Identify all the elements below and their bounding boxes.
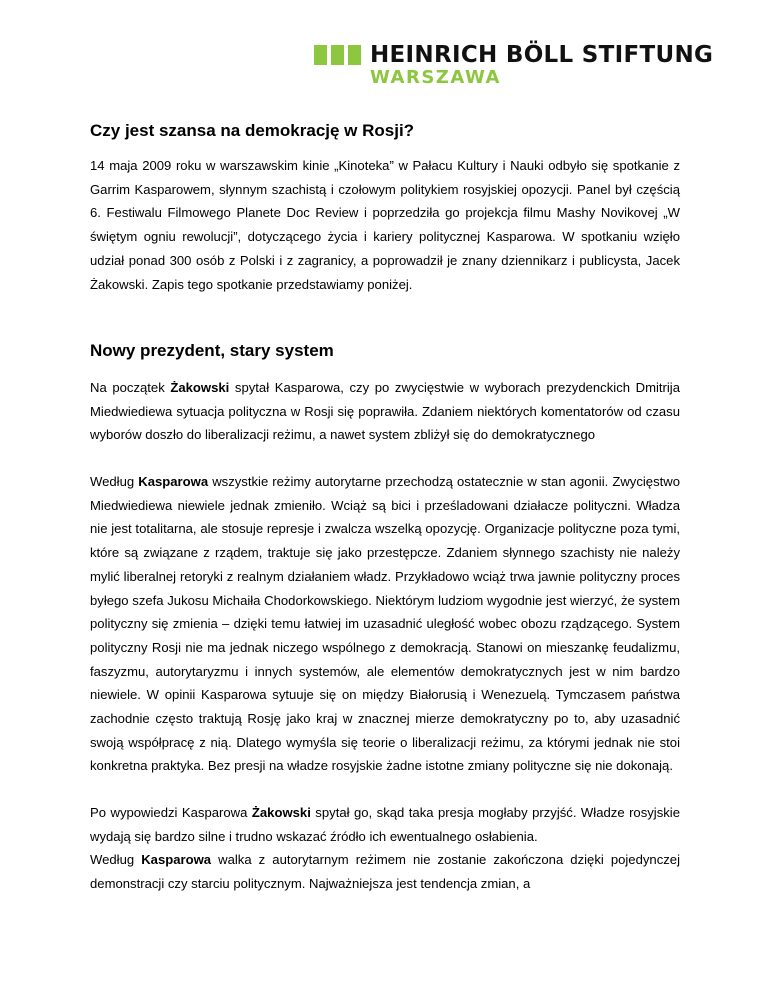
speaker-name: Żakowski (170, 380, 230, 395)
intro-paragraph: 14 maja 2009 roku w warszawskim kinie „Kinoteka” w Pałacu Kultury i Nauki odbyło się spotkanie z Garrim Kasparowem, słynnym szachistą i czołowym politykiem rosyjskiej opozycji. Panel był częścią 6. Festiwalu Filmowego Planete Doc Review i poprzedziła go projekcja filmu Mashy Novikovej „W świętym ogniu rewolucji”, dotyczącego życia i kariery politycznej Kasparowa. W spotkaniu wzięło udział ponad 300 osób z Polski i z zagranicy, a poprowadził je znany dziennikarz i publicysta, Jacek Żakowski. Zapis tego spotkanie przedstawiamy poniżej. (90, 158, 680, 292)
paragraph-4: Według Kasparowa walka z autorytarnym reżimem nie zostanie zakończona dzięki pojedynczej demonstracji czy starciu politycznym. Najważniejsza jest tendencja zmian, a (90, 852, 680, 891)
paragraph-1: Na początek Żakowski spytał Kasparowa, czy po zwycięstwie w wyborach prezydenckich Dmitrija Miedwiediewa sytuacja polityczna w Rosji się poprawiła. Zdaniem niektórych komentatorów od czasu wyborów doszło do liberalizacji reżimu, a nawet system zbliżył się do demokratycznego (90, 380, 680, 443)
article-title: Czy jest szansa na demokrację w Rosji? (90, 121, 415, 140)
paragraph-3: Po wypowiedzi Kasparowa Żakowski spytał go, skąd taka presja mogłaby przyjść. Władze rosyjskie wydają się bardzo silne i trudno wskazać źródło ich ewentualnego osłabienia. (90, 805, 680, 844)
logo-org-city: WARSZAWA (370, 67, 501, 88)
speaker-name: Żakowski (251, 805, 311, 820)
speaker-name: Kasparowa (141, 852, 212, 867)
section-title: Nowy prezydent, stary system (90, 341, 334, 360)
foundation-logo (314, 42, 714, 88)
paragraph-2: Według Kasparowa wszystkie reżimy autorytarne przechodzą ostatecznie w stan agonii. Zwycięstwo Miedwiediewa niewiele jednak zmieniło. Wciąż są bici i prześladowani działacze polityczni. Władza nie jest totalitarna, ale stosuje represje i zwalcza wszelką opozycję. Organizacje polityczne poza tymi, które są związane z rządem, traktuje się jako przestępcze. Zdaniem słynnego szachisty nie należy mylić liberalnej retoryki z realnym działaniem władz. Przykładowo wciąż trwa jawnie polityczny proces byłego szefa Jukosu Michaiła Chodorkowskiego. Niektórym ludziom wygodnie jest wierzyć, że system polityczny się zmienia – dzięki temu łatwiej im uzasadnić uległość wobec obozu rządzącego. System polityczny Rosji nie ma jednak niczego wspólnego z demokracją. Stanowi on mieszankę feudalizmu, faszyzmu, autorytaryzmu i innych systemów, ale elementów demokratycznych jest w nim bardzo niewiele. W opinii Kasparowa sytuuje się on między Białorusią i Wenezuelą. Tymczasem państwa zachodnie często traktują Rosję jako kraj w znacznej mierze demokratyczny po to, aby uzasadnić swoją współpracę z nią. Dlatego wymyśla się teorie o liberalizacji reżimu, za którymi jednak nie stoi konkretna praktyka. Bez presji na władze rosyjskie żadne istotne zmiany polityczne się nie dokonają. (90, 474, 680, 774)
logo-org-name: HEINRICH BÖLL STIFTUNG (370, 42, 714, 68)
speaker-name: Kasparowa (138, 474, 209, 489)
